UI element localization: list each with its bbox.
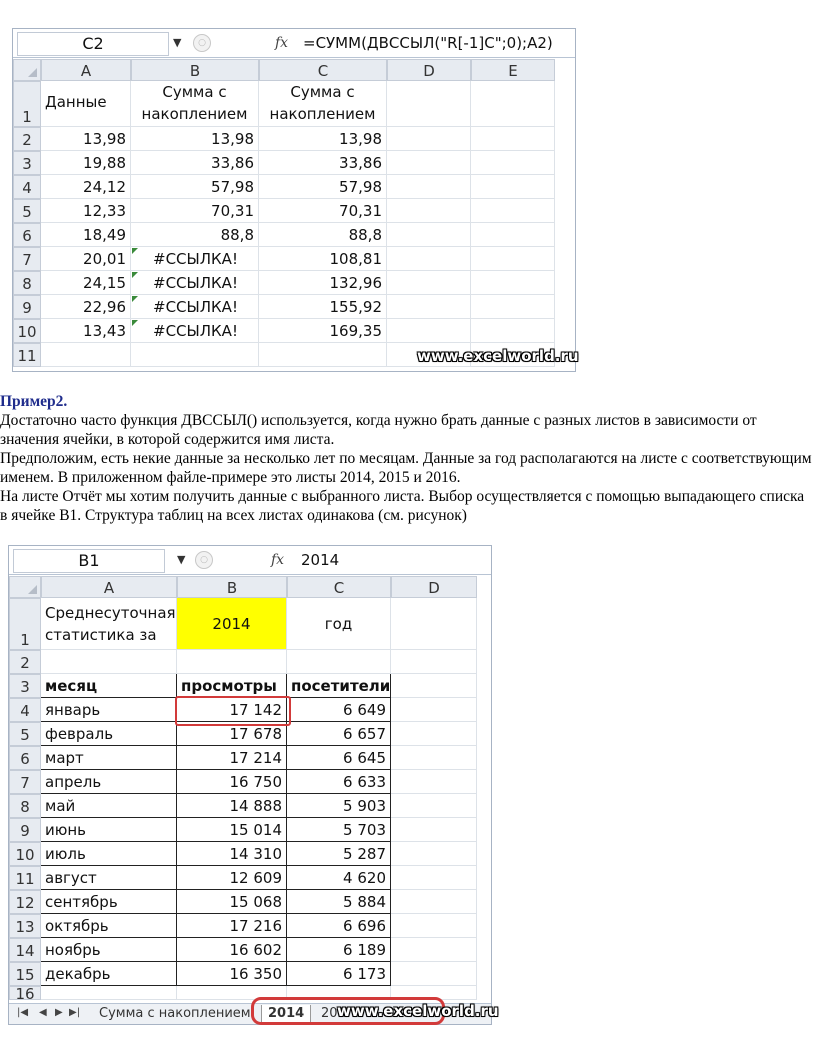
empty-cell[interactable] [471,81,555,127]
month-cell[interactable]: март [41,746,177,770]
views-cell[interactable]: 17 142 [177,698,287,722]
empty-cell[interactable] [387,127,471,151]
spreadsheet-screenshot-2 [8,545,499,1025]
month-cell[interactable]: апрель [41,770,177,794]
empty-cell[interactable] [391,698,477,722]
insert-function-icon[interactable]: fx [271,552,285,568]
header-month[interactable]: месяц [41,674,177,698]
paragraph-2: Предположим, есть некие данные за несколько лет по месяцам. Данные за год располагаются на листе с соответствующим именем. В приложенном файле-примере это листы 2014, 2015 и 2016. [0,450,812,486]
next-sheet-icon[interactable]: ▶ [55,1007,63,1018]
empty-cell[interactable] [391,890,477,914]
empty-cell[interactable] [41,343,131,367]
row-header-9[interactable]: 9 [9,818,41,842]
row-header-8[interactable]: 8 [13,271,41,295]
visitors-cell[interactable]: 6 633 [287,770,391,794]
visitors-cell[interactable]: 5 703 [287,818,391,842]
data-cell-c[interactable]: 13,98 [259,127,387,151]
data-cell-b[interactable]: 70,31 [131,199,259,223]
visitors-cell[interactable]: 6 645 [287,746,391,770]
formula-bar-resize-icon[interactable]: ○ [193,34,211,52]
data-cell-c[interactable]: 155,92 [259,295,387,319]
month-cell[interactable]: декабрь [41,962,177,986]
empty-cell[interactable] [391,962,477,986]
empty-cell[interactable] [471,295,555,319]
empty-cell[interactable] [391,598,477,650]
data-cell-a[interactable]: 18,49 [41,223,131,247]
name-box[interactable]: C2 [17,32,169,56]
data-cell-a[interactable]: 13,98 [41,127,131,151]
row-header-5[interactable]: 5 [13,199,41,223]
empty-cell[interactable] [391,914,477,938]
month-cell[interactable]: январь [41,698,177,722]
empty-cell[interactable] [387,81,471,127]
empty-cell[interactable] [387,295,471,319]
empty-cell[interactable] [391,746,477,770]
column-header-c[interactable]: C [259,59,387,81]
empty-cell[interactable] [387,199,471,223]
row-header-6[interactable]: 6 [13,223,41,247]
data-cell-c[interactable]: 169,35 [259,319,387,343]
column-header-a[interactable]: A [41,59,131,81]
column-header-d[interactable]: D [391,576,477,598]
column-header-b[interactable]: B [131,59,259,81]
empty-cell[interactable] [41,986,177,1000]
views-cell[interactable]: 16 750 [177,770,287,794]
title-cell[interactable]: Среднесуточная статистика за [41,598,177,650]
data-cell-c[interactable]: 33,86 [259,151,387,175]
empty-cell[interactable] [387,151,471,175]
visitors-cell[interactable]: 4 620 [287,866,391,890]
row-header-11[interactable]: 11 [13,343,41,367]
row-header-15[interactable]: 15 [9,962,41,986]
header-cell-cumulative-c[interactable]: Сумма с накоплением [259,81,387,127]
data-cell-c[interactable]: 88,8 [259,223,387,247]
empty-cell[interactable] [287,650,391,674]
visitors-cell[interactable]: 6 173 [287,962,391,986]
empty-cell[interactable] [391,818,477,842]
column-header-d[interactable]: D [387,59,471,81]
formula-bar-resize-icon[interactable]: ○ [195,551,213,569]
data-cell-a[interactable]: 19,88 [41,151,131,175]
data-cell-c[interactable]: 108,81 [259,247,387,271]
example-title: Пример2. [0,393,68,410]
empty-cell[interactable] [471,151,555,175]
column-header-c[interactable]: C [287,576,391,598]
visitors-cell[interactable]: 5 884 [287,890,391,914]
views-cell[interactable]: 17 214 [177,746,287,770]
row-header-9[interactable]: 9 [13,295,41,319]
views-cell[interactable]: 16 350 [177,962,287,986]
error-cell-b[interactable]: #ССЫЛКА! [131,295,259,319]
empty-cell[interactable] [391,842,477,866]
views-cell[interactable]: 17 216 [177,914,287,938]
error-cell-b[interactable]: #ССЫЛКА! [131,319,259,343]
empty-cell[interactable] [471,199,555,223]
row-header-10[interactable]: 10 [9,842,41,866]
row-header-1[interactable]: 1 [9,598,41,650]
row-header-4[interactable]: 4 [13,175,41,199]
header-visitors[interactable]: посетители [287,674,391,698]
paragraph-3: На листе Отчёт мы хотим получить данные с выбранного листа. Выбор осуществляется с помощью выпадающего списка в ячейке B1. Структура таблиц на всех листах одинакова (см. рисунок) [0,488,805,524]
row-header-16[interactable]: 16 [9,986,41,1000]
views-cell[interactable]: 12 609 [177,866,287,890]
data-cell-a[interactable]: 22,96 [41,295,131,319]
name-box-dropdown-icon[interactable]: ▼ [173,36,182,49]
row-header-3[interactable]: 3 [9,674,41,698]
empty-cell[interactable] [391,650,477,674]
data-cell-c[interactable]: 57,98 [259,175,387,199]
data-cell-b[interactable]: 57,98 [131,175,259,199]
empty-cell[interactable] [387,319,471,343]
row-header-2[interactable]: 2 [9,650,41,674]
header-views[interactable]: просмотры [177,674,287,698]
row-header-7[interactable]: 7 [9,770,41,794]
paragraph-1: Достаточно часто функция ДВССЫЛ() используется, когда нужно брать данные с разных листов в зависимости от значения ячейки, в которой содержится имя листа. [0,412,757,448]
month-cell[interactable]: сентябрь [41,890,177,914]
visitors-cell[interactable]: 5 287 [287,842,391,866]
empty-cell[interactable] [471,223,555,247]
error-indicator-icon [132,320,138,326]
column-header-e[interactable]: E [471,59,555,81]
row-header-12[interactable]: 12 [9,890,41,914]
row-header-5[interactable]: 5 [9,722,41,746]
sheet-tab-cumulative[interactable]: Сумма с накоплением [99,1006,251,1021]
data-cell-a[interactable]: 24,15 [41,271,131,295]
name-box-dropdown-icon[interactable]: ▼ [177,553,186,566]
empty-cell[interactable] [391,866,477,890]
month-cell[interactable]: октябрь [41,914,177,938]
watermark-text: www.excelworld.ru [337,1002,499,1020]
row-header-10[interactable]: 10 [13,319,41,343]
row-header-8[interactable]: 8 [9,794,41,818]
year-select-cell[interactable]: 2014 [177,598,287,650]
visitors-cell[interactable]: 6 657 [287,722,391,746]
month-cell[interactable]: июль [41,842,177,866]
prev-sheet-icon[interactable]: ◀ [39,1007,47,1018]
last-sheet-icon[interactable]: ▶| [69,1007,81,1018]
sheet-tab-2015[interactable]: 20 [321,1006,338,1021]
spreadsheet-screenshot-1 [12,28,579,372]
empty-cell[interactable] [131,343,259,367]
data-cell-a[interactable]: 20,01 [41,247,131,271]
empty-cell[interactable] [387,223,471,247]
error-indicator-icon [132,272,138,278]
empty-cell[interactable] [391,722,477,746]
data-cell-b[interactable]: 33,86 [131,151,259,175]
row-header-7[interactable]: 7 [13,247,41,271]
row-header-13[interactable]: 13 [9,914,41,938]
sheet-tab-2014[interactable]: 2014 [261,1005,311,1023]
insert-function-icon[interactable]: fx [275,35,289,51]
empty-cell[interactable] [387,271,471,295]
first-sheet-icon[interactable]: |◀ [17,1007,29,1018]
empty-cell[interactable] [391,938,477,962]
views-cell[interactable]: 14 310 [177,842,287,866]
empty-cell[interactable] [41,650,177,674]
data-cell-b[interactable]: 88,8 [131,223,259,247]
month-cell[interactable]: июнь [41,818,177,842]
empty-cell[interactable] [259,343,387,367]
month-cell[interactable]: август [41,866,177,890]
data-cell-a[interactable]: 24,12 [41,175,131,199]
visitors-cell[interactable]: 6 189 [287,938,391,962]
formula-input[interactable]: =СУММ(ДВССЫЛ("R[-1]C";0);A2) [303,34,553,52]
empty-cell[interactable] [471,175,555,199]
column-header-b[interactable]: B [177,576,287,598]
formula-bar [13,29,575,58]
row-header-3[interactable]: 3 [13,151,41,175]
watermark-text: www.excelworld.ru [417,347,579,365]
month-cell[interactable]: ноябрь [41,938,177,962]
data-cell-c[interactable]: 132,96 [259,271,387,295]
empty-cell[interactable] [387,175,471,199]
empty-cell[interactable] [471,271,555,295]
month-cell[interactable]: май [41,794,177,818]
empty-cell[interactable] [391,794,477,818]
selected-cell-highlight [175,696,291,726]
views-cell[interactable]: 15 014 [177,818,287,842]
empty-cell[interactable] [471,319,555,343]
header-cell-data[interactable]: Данные [41,81,131,127]
views-cell[interactable]: 16 602 [177,938,287,962]
empty-cell[interactable] [177,650,287,674]
empty-cell[interactable] [391,770,477,794]
select-all-corner[interactable] [13,59,41,81]
formula-bar [9,546,491,575]
data-cell-c[interactable]: 70,31 [259,199,387,223]
empty-cell[interactable] [387,247,471,271]
row-header-11[interactable]: 11 [9,866,41,890]
visitors-cell[interactable]: 5 903 [287,794,391,818]
data-cell-a[interactable]: 12,33 [41,199,131,223]
error-cell-b[interactable]: #ССЫЛКА! [131,247,259,271]
empty-cell[interactable] [471,127,555,151]
data-cell-b[interactable]: 13,98 [131,127,259,151]
formula-input[interactable]: 2014 [301,551,340,569]
visitors-cell[interactable]: 6 649 [287,698,391,722]
views-cell[interactable]: 17 678 [177,722,287,746]
error-indicator-icon [132,248,138,254]
error-indicator-icon [132,296,138,302]
year-suffix-cell[interactable]: год [287,598,391,650]
month-cell[interactable]: февраль [41,722,177,746]
name-box[interactable]: B1 [13,549,165,573]
row-header-2[interactable]: 2 [13,127,41,151]
row-header-1[interactable]: 1 [13,81,41,127]
views-cell[interactable]: 15 068 [177,890,287,914]
error-cell-b[interactable]: #ССЫЛКА! [131,271,259,295]
visitors-cell[interactable]: 6 696 [287,914,391,938]
views-cell[interactable]: 14 888 [177,794,287,818]
column-header-a[interactable]: A [41,576,177,598]
row-header-14[interactable]: 14 [9,938,41,962]
article-text [0,392,812,525]
data-cell-a[interactable]: 13,43 [41,319,131,343]
empty-cell[interactable] [391,674,477,698]
row-header-4[interactable]: 4 [9,698,41,722]
empty-cell[interactable] [471,247,555,271]
select-all-corner[interactable] [9,576,41,598]
header-cell-cumulative-b[interactable]: Сумма с накоплением [131,81,259,127]
row-header-6[interactable]: 6 [9,746,41,770]
